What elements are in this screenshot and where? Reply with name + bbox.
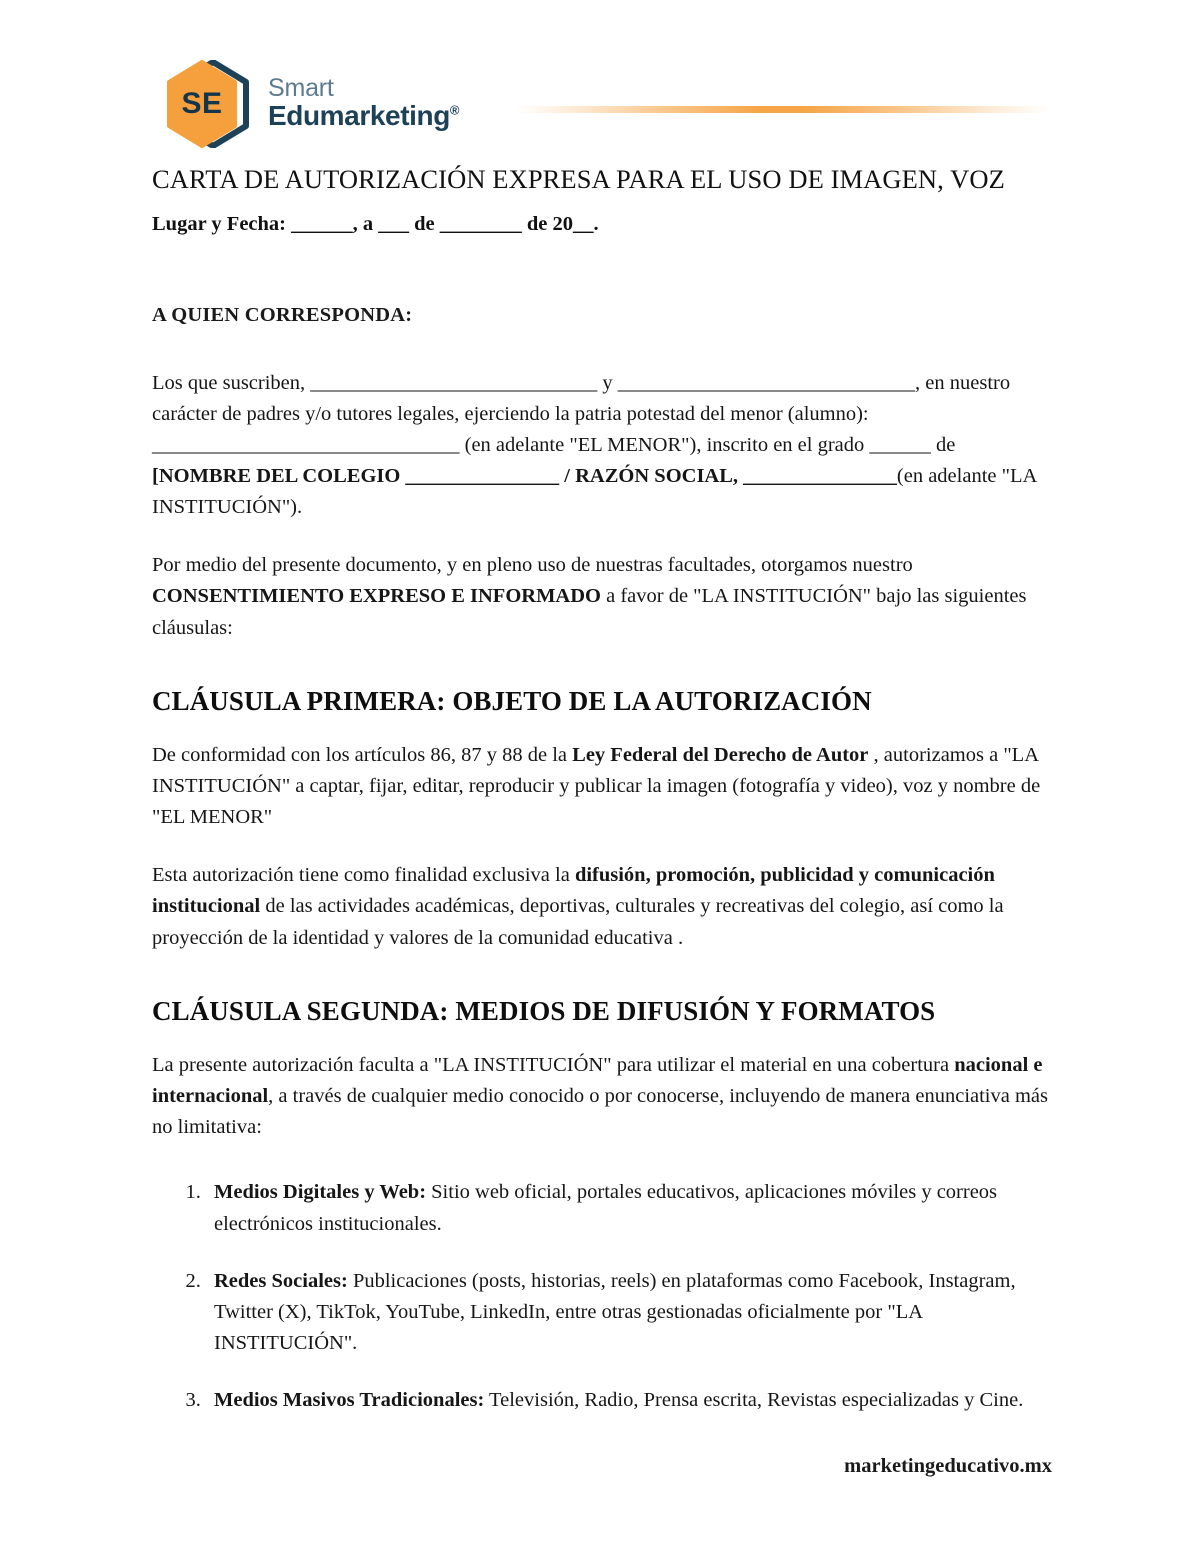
brand-name-line-2-text: Edumarketing (268, 100, 450, 132)
addressee-line: A QUIEN CORRESPONDA: (152, 303, 413, 326)
clause-two-paragraph-1 (152, 1050, 1052, 1143)
list-item (206, 1266, 1052, 1359)
list-item (206, 1177, 1052, 1239)
list-item (206, 1385, 1052, 1416)
consent-segment-2: a favor de "LA INSTITUCIÓN" bajo las siguientes cláusulas: (152, 585, 1027, 639)
place-and-date-line: Lugar y Fecha: ______, a ___ de ________ de 20__. (152, 213, 599, 236)
brand-name-line-1: Smart (268, 73, 334, 102)
clause-one-paragraph-2 (152, 860, 1052, 953)
brand-name-line-2 (268, 101, 459, 131)
list-item-text: Televisión, Radio, Prensa escrita, Revistas especializadas y Cine. (484, 1389, 1024, 1412)
consent-segment-1: Por medio del presente documento, y en pleno uso de nuestras facultades, otorgamos nuestro (152, 554, 913, 577)
clause-one-p2-segment-2: de las actividades académicas, deportivas, culturales y recreativas del colegio, así como la proyección de la identidad y valores de la comunidad educativa . (152, 895, 1004, 949)
list-item-label: Redes Sociales: (214, 1269, 348, 1292)
intro-bold-school-fields: [NOMBRE DEL COLEGIO _______________ / RAZÓN SOCIAL, _______________ (152, 464, 897, 487)
clause-two-p1-segment-1: La presente autorización faculta a "LA INSTITUCIÓN" para utilizar el material en una cobertura (152, 1053, 955, 1076)
clause-two-heading: CLÁUSULA SEGUNDA: MEDIOS DE DIFUSIÓN Y FORMATOS (152, 995, 936, 1026)
intro-segment-2: (en adelante "LA INSTITUCIÓN"). (152, 464, 1037, 519)
clause-one-purpose-bold: difusión, promoción, publicidad y comunicación institucional (152, 864, 995, 918)
list-item-label: Medios Digitales y Web: (214, 1181, 427, 1204)
list-item-text: Sitio web oficial, portales educativos, aplicaciones móviles y correos electrónicos institucionales. (214, 1181, 998, 1235)
intro-paragraph (152, 368, 1052, 524)
clause-one-p2-segment-1: Esta autorización tiene como finalidad exclusiva la (152, 864, 575, 887)
header-accent-rule (515, 106, 1050, 113)
clause-one-paragraph-1 (152, 740, 1052, 833)
list-item-label: Medios Masivos Tradicionales: (214, 1389, 485, 1412)
registered-trademark-icon: ® (449, 103, 460, 119)
clause-one-p1-segment-2: , autorizamos a "LA INSTITUCIÓN" a captar, fijar, editar, reproducir y publicar la imagen (fotografía y video), voz y nombre de "EL MENOR" (152, 743, 1041, 829)
hexagon-logo-icon (166, 57, 252, 153)
list-item-text: Publicaciones (posts, historias, reels) en plataformas como Facebook, Instagram, Twitter (X), TikTok, YouTube, LinkedIn, entre otras gestionadas oficialmente por "LA INSTITUCIÓN". (214, 1269, 1016, 1354)
consent-paragraph (152, 550, 1052, 643)
document-body (152, 163, 1052, 1442)
brand-logo (166, 57, 459, 153)
consent-bold-phrase: CONSENTIMIENTO EXPRESO E INFORMADO (152, 585, 601, 608)
clause-two-coverage-bold: nacional e internacional (152, 1053, 1043, 1108)
clause-one-p1-segment-1: De conformidad con los artículos 86, 87 y 88 de la (152, 743, 573, 766)
intro-segment-1: Los que suscriben, ____________________________ y _____________________________, en nuestro carácter de padres y/o tutores legales, ejerciendo la patria potestad del menor (alumno): ______________________________ (en adelante "EL MENOR"), inscrito en el grado ______ de (152, 371, 1011, 456)
clause-two-p1-segment-2: , a través de cualquier medio conocido o por conocerse, incluyendo de manera enunciativa más no limitativa: (152, 1085, 1049, 1139)
media-channels-list (152, 1177, 1052, 1416)
clause-one-heading: CLÁUSULA PRIMERA: OBJETO DE LA AUTORIZACIÓN (152, 685, 872, 716)
brand-wordmark (268, 75, 459, 135)
clause-one-law-reference: Ley Federal del Derecho de Autor (572, 743, 869, 766)
hexagon-logo-initials: SE (181, 87, 223, 120)
document-header (0, 0, 1200, 152)
footer-website: marketingeducativo.mx (844, 1455, 1052, 1477)
document-title: CARTA DE AUTORIZACIÓN EXPRESA PARA EL USO DE IMAGEN, VOZ (152, 164, 1005, 194)
